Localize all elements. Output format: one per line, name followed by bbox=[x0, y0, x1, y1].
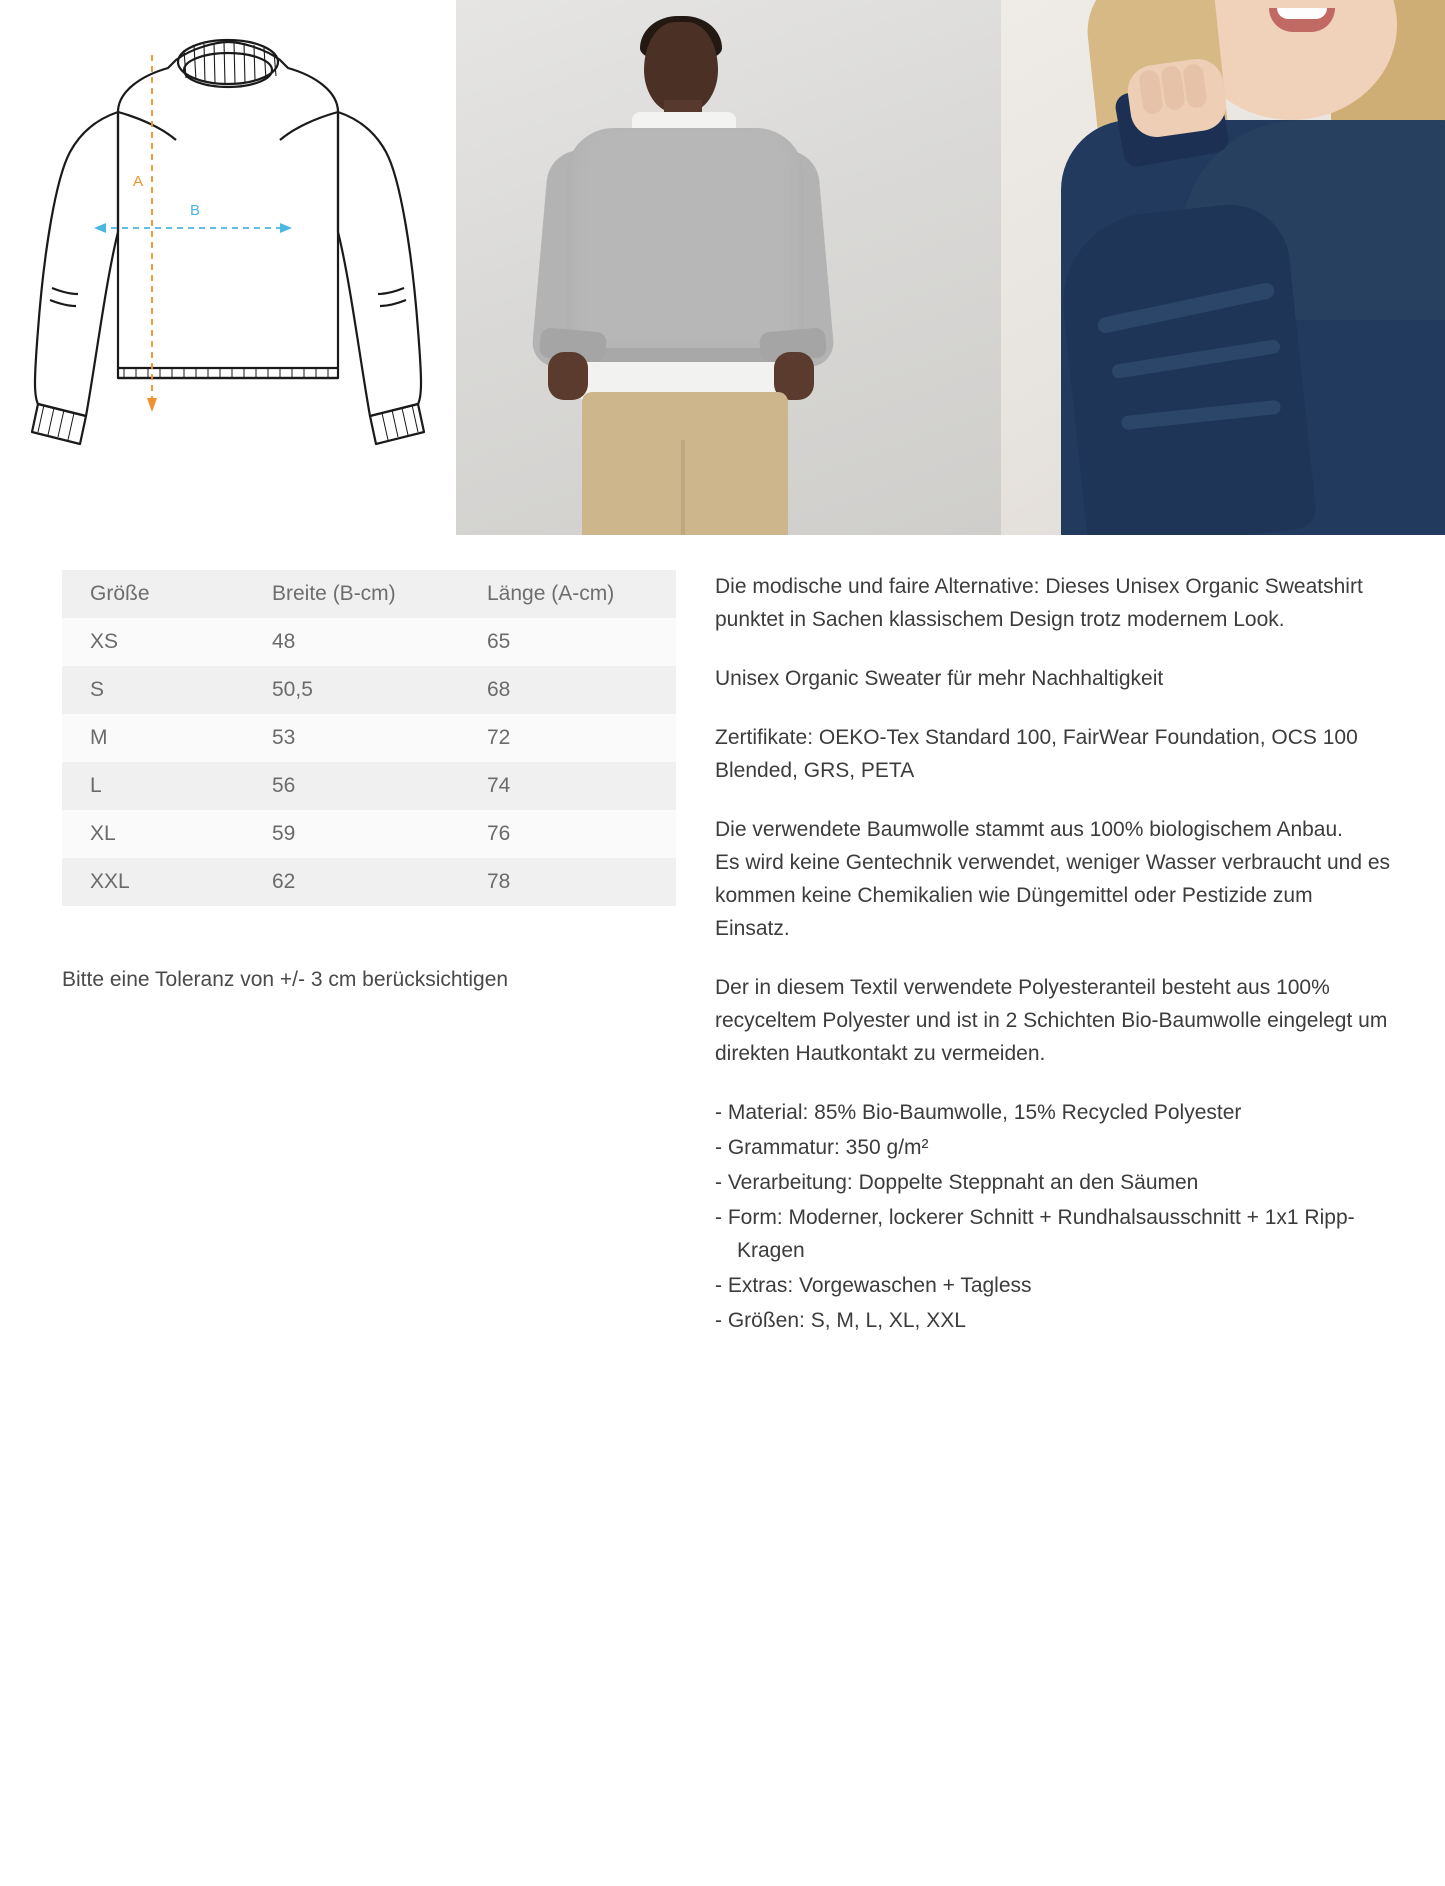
width-cell: 48 bbox=[272, 630, 296, 653]
technical-drawing-image bbox=[0, 0, 456, 535]
size-cell: L bbox=[90, 774, 102, 797]
table-row bbox=[62, 810, 676, 858]
size-cell: XXL bbox=[90, 870, 130, 893]
table-row bbox=[62, 714, 676, 762]
length-cell: 74 bbox=[487, 774, 511, 797]
size-table bbox=[62, 570, 676, 906]
table-row bbox=[62, 618, 676, 666]
length-cell: 78 bbox=[487, 870, 511, 893]
measure-label-b: B bbox=[190, 202, 201, 219]
list-item: - Material: 85% Bio-Baumwolle, 15% Recycled Polyester bbox=[715, 1101, 1242, 1124]
length-cell: 65 bbox=[487, 630, 511, 653]
table-row bbox=[62, 666, 676, 714]
table-row bbox=[62, 858, 676, 906]
list-item: - Extras: Vorgewaschen + Tagless bbox=[715, 1274, 1032, 1297]
size-cell: S bbox=[90, 678, 105, 701]
details-section bbox=[0, 535, 1445, 1339]
model-photo bbox=[456, 0, 1001, 535]
width-cell: 56 bbox=[272, 774, 296, 797]
size-cell: XS bbox=[90, 630, 119, 653]
description-tagline: Unisex Organic Sweater für mehr Nachhaltigkeit bbox=[715, 667, 1164, 690]
size-table-header-cell: Größe bbox=[90, 582, 150, 605]
description-cotton-2: Es wird keine Gentechnik verwendet, weniger Wasser verbraucht und es kommen keine Chemikalien wie Düngemittel oder Pestizide zum Einsatz. bbox=[715, 851, 1391, 940]
size-cell: XL bbox=[90, 822, 116, 845]
list-item: - Grammatur: 350 g/m² bbox=[715, 1136, 929, 1159]
table-row bbox=[62, 762, 676, 810]
size-cell: M bbox=[90, 726, 108, 749]
width-cell: 62 bbox=[272, 870, 296, 893]
size-column bbox=[0, 570, 710, 1339]
list-item: - Form: Moderner, lockerer Schnitt + Rundhalsausschnitt + 1x1 Ripp-Kragen bbox=[715, 1206, 1355, 1262]
length-cell: 72 bbox=[487, 726, 511, 749]
tolerance-note: Bitte eine Toleranz von +/- 3 cm berücksichtigen bbox=[62, 968, 509, 991]
size-table-header-row bbox=[62, 570, 676, 618]
list-item: - Größen: S, M, L, XL, XXL bbox=[715, 1309, 966, 1332]
spec-list bbox=[715, 1096, 1393, 1337]
size-table-header-cell: Länge (A-cm) bbox=[487, 582, 615, 605]
detail-photo bbox=[1001, 0, 1445, 535]
width-cell: 59 bbox=[272, 822, 296, 845]
description-polyester: Der in diesem Textil verwendete Polyesteranteil besteht aus 100% recyceltem Polyester und ist in 2 Schichten Bio-Baumwolle eingelegt um direkten Hautkontakt zu vermeiden. bbox=[715, 976, 1388, 1065]
width-cell: 50,5 bbox=[272, 678, 313, 701]
size-table-header-cell: Breite (B-cm) bbox=[272, 582, 396, 605]
width-cell: 53 bbox=[272, 726, 296, 749]
length-cell: 76 bbox=[487, 822, 511, 845]
description-intro: Die modische und faire Alternative: Dieses Unisex Organic Sweatshirt punktet in Sachen klassischem Design trotz modernem Look. bbox=[715, 575, 1363, 631]
description-certificates: Zertifikate: OEKO-Tex Standard 100, FairWear Foundation, OCS 100 Blended, GRS, PETA bbox=[715, 726, 1358, 782]
description-cotton-1: Die verwendete Baumwolle stammt aus 100% biologischem Anbau. bbox=[715, 818, 1344, 841]
list-item: - Verarbeitung: Doppelte Steppnaht an den Säumen bbox=[715, 1171, 1199, 1194]
description-column bbox=[710, 570, 1445, 1339]
length-cell: 68 bbox=[487, 678, 511, 701]
measure-label-a: A bbox=[133, 173, 144, 190]
hero-image-strip bbox=[0, 0, 1445, 535]
